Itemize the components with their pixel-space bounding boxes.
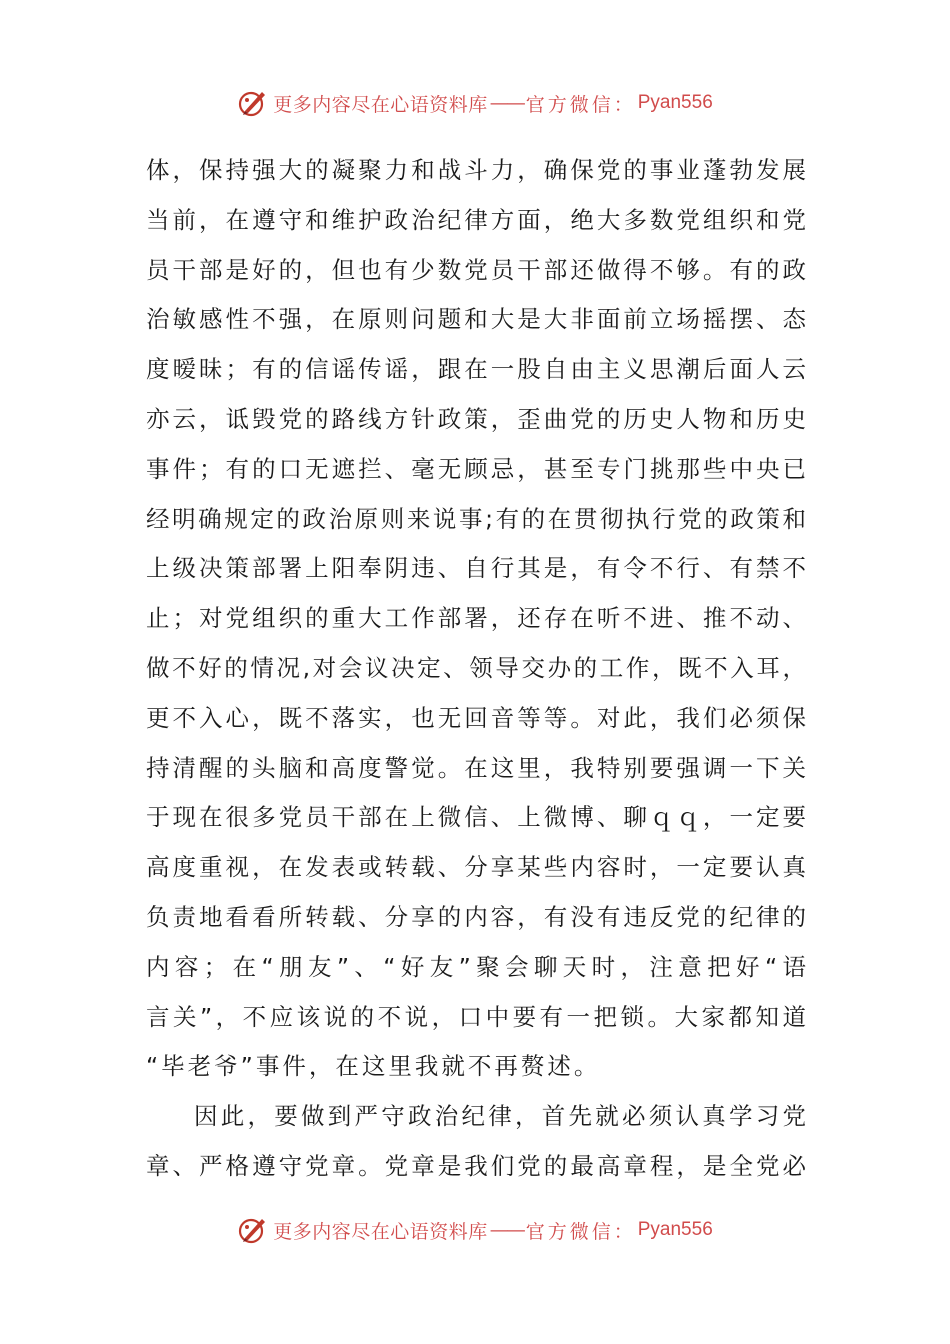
body-text: [146, 146, 806, 1192]
pen-logo-icon: [237, 1214, 269, 1246]
footer-official-label: 官方微信：: [525, 1220, 636, 1243]
text-line: 章、严格遵守党章。党章是我们党的最高章程，是全党必: [146, 1151, 806, 1180]
header-dash: ——: [489, 92, 524, 114]
text-line-paragraph-start: 因此，要做到严守政治纪律，首先就必须认真学习党: [194, 1102, 806, 1131]
text-line: 治敏感性不强，在原则问题和大是大非面前立场摇摆、态: [146, 305, 806, 334]
text-line: 员干部是好的，但也有少数党员干部还做得不够。有的政: [146, 255, 806, 284]
header-wechat-id: Pyan556: [637, 92, 713, 113]
text-line: 上级决策部署上阳奉阴违、自行其是，有令不行、有禁不: [146, 554, 806, 583]
header-brand-text: 更多内容尽在心语资料库: [273, 93, 488, 116]
text-line: 言关”，不应该说的不说，口中要有一把锁。大家都知道: [146, 1002, 806, 1031]
footer-wechat-id: Pyan556: [637, 1219, 713, 1240]
header-banner: [0, 83, 950, 123]
text-line-paragraph-end: “毕老爷”事件，在这里我就不再赘述。: [146, 1052, 601, 1081]
text-line: 持清醒的头脑和高度警觉。在这里，我特别要强调一下关: [146, 753, 806, 782]
header-official-label: 官方微信：: [525, 93, 636, 116]
text-line: 度暧昧；有的信谣传谣，跟在一股自由主义思潮后面人云: [146, 355, 806, 384]
text-line: 当前，在遵守和维护政治纪律方面，绝大多数党组织和党: [146, 205, 806, 234]
text-line: 负责地看看所转载、分享的内容，有没有违反党的纪律的: [146, 902, 806, 931]
text-line: 事件；有的口无遮拦、毫无顾忌，甚至专门挑那些中央已: [146, 454, 806, 483]
text-line: 更不入心，既不落实，也无回音等等。对此，我们必须保: [146, 703, 806, 732]
text-line: 亦云，诋毁党的路线方针政策，歪曲党的历史人物和历史: [146, 404, 806, 433]
footer-banner: [0, 1210, 950, 1250]
text-line: 高度重视，在发表或转载、分享某些内容时，一定要认真: [146, 853, 806, 882]
footer-dash: ——: [489, 1219, 524, 1241]
text-line: 体，保持强大的凝聚力和战斗力，确保党的事业蓬勃发展: [146, 156, 806, 184]
text-line: 于现在很多党员干部在上微信、上微博、聊ｑｑ，一定要: [146, 803, 806, 832]
pen-logo-icon: [237, 87, 269, 119]
text-line: 内容；在“朋友”、“好友”聚会聊天时，注意把好“语: [146, 952, 806, 981]
text-line: 经明确规定的政治原则来说事;有的在贯彻执行党的政策和: [146, 504, 806, 533]
text-line: 止；对党组织的重大工作部署，还存在听不进、推不动、: [146, 604, 806, 633]
footer-brand-text: 更多内容尽在心语资料库: [273, 1220, 488, 1243]
text-line: 做不好的情况,对会议决定、领导交办的工作，既不入耳，: [146, 653, 806, 682]
